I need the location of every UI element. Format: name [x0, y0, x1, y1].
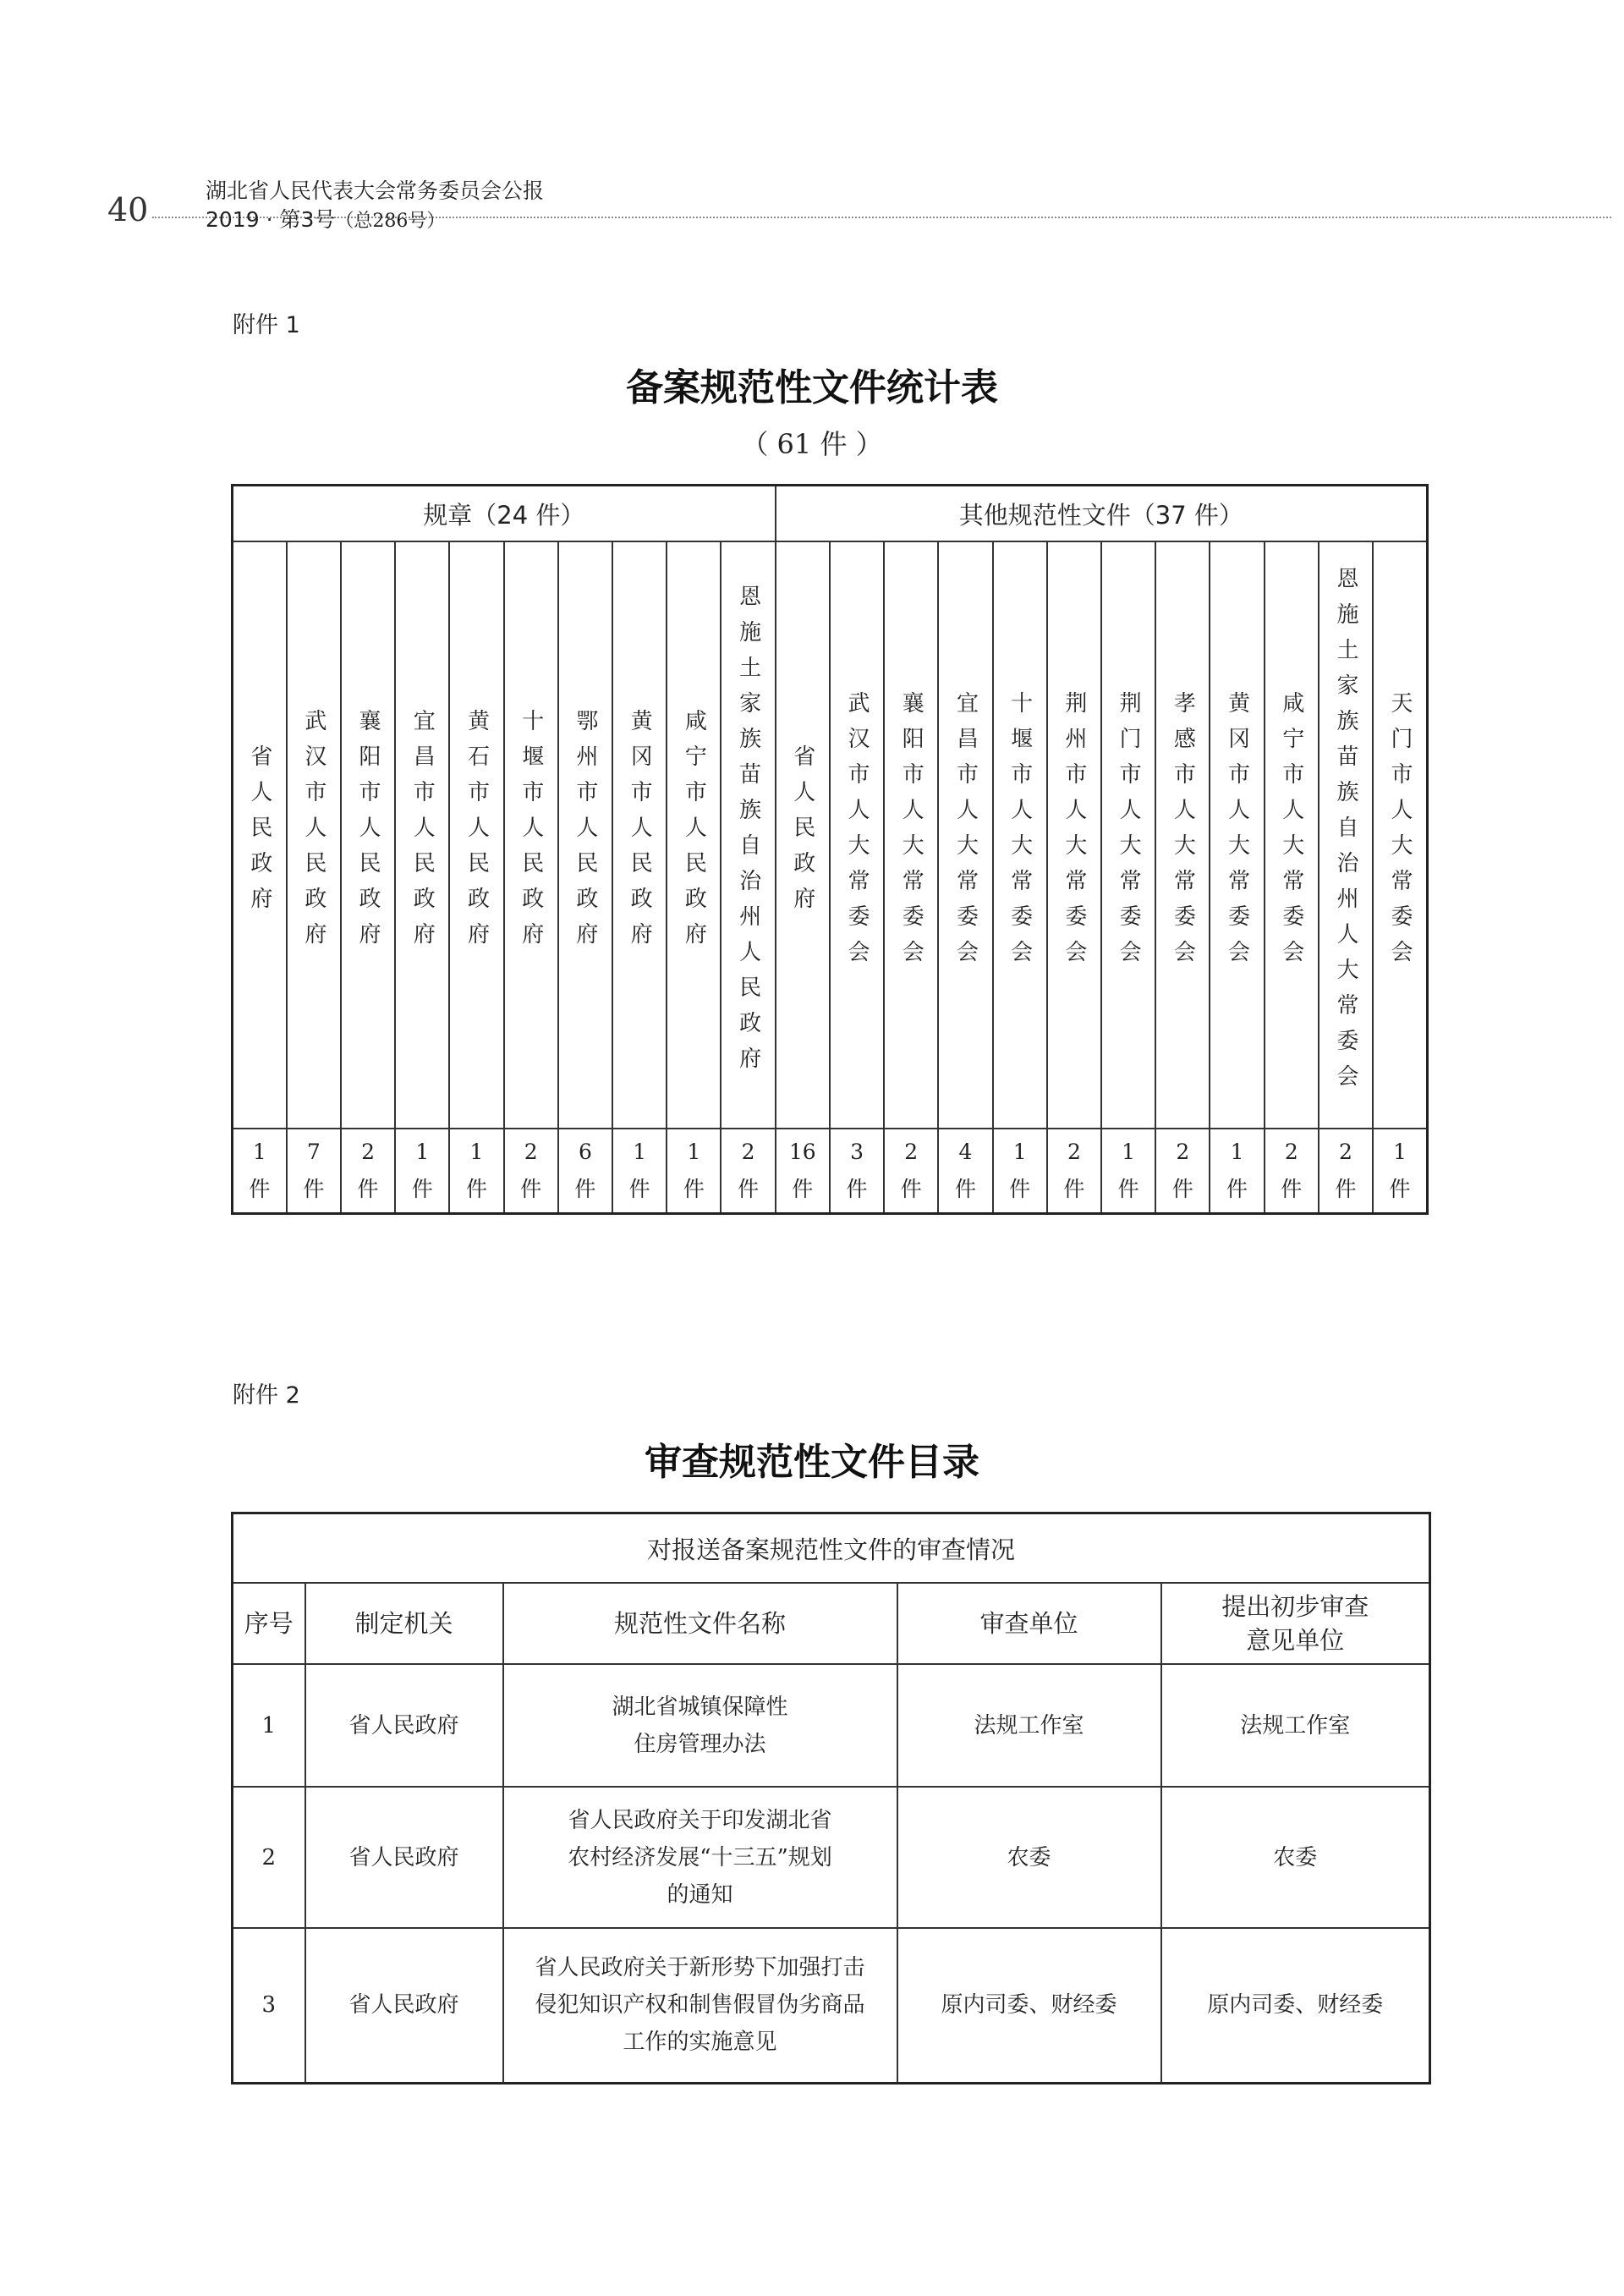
doc-name-line: 侵犯知识产权和制售假冒伪劣商品 — [535, 1992, 865, 2019]
count-cell — [504, 1129, 558, 1214]
org-cell — [1319, 541, 1373, 1129]
count-value: 1 — [252, 1140, 266, 1164]
count-unit: 件 — [1171, 1177, 1193, 1201]
count-value: 1 — [687, 1140, 701, 1164]
org-cell — [884, 541, 938, 1129]
count-unit: 件 — [411, 1177, 433, 1201]
count-cell — [884, 1129, 938, 1214]
org-cell — [341, 541, 395, 1129]
catalog-row — [233, 1928, 1430, 2083]
count-unit: 件 — [683, 1177, 705, 1201]
org-name: 武汉市人民政府 — [300, 709, 326, 958]
row-seq: 1 — [233, 1664, 305, 1787]
doc-name-header: 规范性文件名称 — [503, 1583, 897, 1664]
count-unit: 件 — [738, 1177, 760, 1201]
doc-name-line: 工作的实施意见 — [623, 2030, 777, 2056]
count-value: 1 — [1122, 1140, 1136, 1164]
doc-name-line: 的通知 — [667, 1881, 733, 1908]
count-value: 1 — [633, 1140, 647, 1164]
count-value: 2 — [741, 1140, 755, 1164]
org-cell — [1155, 541, 1210, 1129]
org-cell — [1373, 541, 1427, 1129]
count-value: 7 — [306, 1140, 321, 1164]
catalog-caption: 对报送备案规范性文件的审查情况 — [233, 1513, 1430, 1584]
org-cell — [1210, 541, 1264, 1129]
stats-table-count: （ 61 件 ） — [741, 428, 883, 460]
org-name: 省人民政府 — [246, 744, 272, 922]
row-opinion-unit: 法规工作室 — [1161, 1664, 1430, 1787]
opinion-unit-header-line1: 提出初步审查 — [1221, 1592, 1369, 1621]
org-cell — [993, 541, 1047, 1129]
count-unit: 件 — [1117, 1177, 1139, 1201]
row-doc-name — [503, 1787, 897, 1928]
count-cell — [993, 1129, 1047, 1214]
count-value: 1 — [1393, 1140, 1407, 1164]
stats-org-row — [233, 541, 1428, 1129]
count-value: 16 — [788, 1140, 816, 1164]
row-review-unit: 法规工作室 — [897, 1664, 1161, 1787]
org-cell — [233, 541, 287, 1129]
org-name: 省人民政府 — [789, 744, 815, 922]
count-unit: 件 — [303, 1177, 325, 1201]
org-cell — [667, 541, 721, 1129]
org-name: 襄阳市人大常委会 — [898, 691, 924, 975]
stats-group-row — [233, 486, 1428, 542]
org-name: 宜昌市人大常委会 — [952, 691, 979, 975]
regulations-group-header: 规章（24 件） — [233, 486, 776, 542]
org-name: 黄冈市人民政府 — [627, 709, 653, 958]
org-name: 黄石市人民政府 — [464, 709, 490, 958]
org-cell — [938, 541, 992, 1129]
count-cell — [558, 1129, 612, 1214]
opinion-unit-header-line2: 意见单位 — [1246, 1626, 1345, 1655]
org-cell — [558, 541, 612, 1129]
org-cell — [721, 541, 775, 1129]
count-unit: 件 — [900, 1177, 922, 1201]
count-unit: 件 — [628, 1177, 650, 1201]
count-cell — [830, 1129, 884, 1214]
count-unit: 件 — [1063, 1177, 1085, 1201]
org-name: 孝感市人大常委会 — [1170, 691, 1196, 975]
org-name: 天门市人大常委会 — [1387, 691, 1413, 975]
org-cell — [1265, 541, 1319, 1129]
doc-name-line: 住房管理办法 — [634, 1731, 766, 1757]
count-value: 2 — [904, 1140, 919, 1164]
count-value: 6 — [578, 1140, 592, 1164]
issue-number: 2019 · 第3号 — [206, 207, 336, 232]
row-opinion-unit: 农委 — [1161, 1787, 1430, 1928]
count-value: 2 — [1339, 1140, 1352, 1164]
org-name: 恩施土家族苗族自治州人大常委会 — [1332, 567, 1358, 1100]
count-value: 4 — [958, 1140, 973, 1164]
count-unit: 件 — [954, 1177, 976, 1201]
count-cell — [1047, 1129, 1101, 1214]
count-value: 1 — [469, 1140, 484, 1164]
count-cell — [449, 1129, 503, 1214]
page-number: 40 — [107, 191, 149, 228]
count-value: 2 — [1067, 1140, 1081, 1164]
count-cell — [1101, 1129, 1155, 1214]
count-cell — [776, 1129, 830, 1214]
count-value: 2 — [361, 1140, 375, 1164]
count-cell — [1319, 1129, 1373, 1214]
catalog-header-row — [233, 1583, 1430, 1664]
org-cell — [1047, 541, 1101, 1129]
agency-header: 制定机关 — [305, 1583, 503, 1664]
count-value: 1 — [1012, 1140, 1027, 1164]
catalog-row — [233, 1664, 1430, 1787]
org-name: 恩施土家族苗族自治州人民政府 — [735, 585, 761, 1082]
count-cell — [667, 1129, 721, 1214]
row-doc-name — [503, 1664, 897, 1787]
count-unit: 件 — [520, 1177, 542, 1201]
count-unit: 件 — [846, 1177, 868, 1201]
count-value: 2 — [524, 1140, 538, 1164]
other-docs-group-header: 其他规范性文件（37 件） — [776, 486, 1428, 542]
count-cell — [1373, 1129, 1427, 1214]
org-cell — [287, 541, 341, 1129]
count-unit: 件 — [1389, 1177, 1411, 1201]
row-agency: 省人民政府 — [305, 1928, 503, 2083]
count-cell — [233, 1129, 287, 1214]
org-name: 宜昌市人民政府 — [409, 709, 436, 958]
count-value: 2 — [1176, 1140, 1190, 1164]
org-cell — [395, 541, 449, 1129]
org-name: 鄂州市人民政府 — [572, 709, 598, 958]
count-unit: 件 — [1009, 1177, 1031, 1201]
count-unit: 件 — [1335, 1177, 1357, 1201]
count-cell — [1155, 1129, 1210, 1214]
row-review-unit: 原内司委、财经委 — [897, 1928, 1161, 2083]
opinion-unit-header — [1161, 1583, 1430, 1664]
catalog-row — [233, 1787, 1430, 1928]
org-cell — [776, 541, 830, 1129]
catalog-caption-row — [233, 1513, 1430, 1584]
stats-count-row — [233, 1129, 1428, 1214]
org-name: 十堰市人民政府 — [518, 709, 544, 958]
doc-name-line: 省人民政府关于印发湖北省 — [568, 1807, 832, 1833]
count-cell — [721, 1129, 775, 1214]
count-cell — [1210, 1129, 1264, 1214]
org-name: 荆门市人大常委会 — [1116, 691, 1142, 975]
issue-line — [206, 203, 445, 233]
org-name: 荆州市人大常委会 — [1061, 691, 1087, 975]
org-cell — [504, 541, 558, 1129]
count-unit: 件 — [574, 1177, 596, 1201]
doc-name-line: 农村经济发展“十三五”规划 — [568, 1844, 832, 1870]
org-name: 黄冈市人大常委会 — [1224, 691, 1250, 975]
seq-header: 序号 — [233, 1583, 305, 1664]
org-cell — [612, 541, 667, 1129]
catalog-table — [231, 1512, 1431, 2085]
org-cell — [449, 541, 503, 1129]
row-doc-name — [503, 1928, 897, 2083]
org-name: 襄阳市人民政府 — [355, 709, 381, 958]
row-agency: 省人民政府 — [305, 1787, 503, 1928]
org-cell — [1101, 541, 1155, 1129]
review-unit-header: 审查单位 — [897, 1583, 1161, 1664]
row-seq: 3 — [233, 1928, 305, 2083]
count-cell — [612, 1129, 667, 1214]
count-cell — [395, 1129, 449, 1214]
org-name: 十堰市人大常委会 — [1007, 691, 1033, 975]
doc-name-line: 湖北省城镇保障性 — [612, 1694, 788, 1720]
count-unit: 件 — [1226, 1177, 1248, 1201]
row-agency: 省人民政府 — [305, 1664, 503, 1787]
count-value: 1 — [415, 1140, 430, 1164]
row-seq: 2 — [233, 1787, 305, 1928]
row-review-unit: 农委 — [897, 1787, 1161, 1928]
attachment-2-label: 附件 2 — [233, 1382, 300, 1409]
count-value: 1 — [1230, 1140, 1244, 1164]
stats-table — [231, 484, 1429, 1215]
count-value: 3 — [850, 1140, 864, 1164]
count-cell — [341, 1129, 395, 1214]
count-unit: 件 — [357, 1177, 379, 1201]
count-cell — [1265, 1129, 1319, 1214]
row-opinion-unit: 原内司委、财经委 — [1161, 1928, 1430, 2083]
doc-name-line: 省人民政府关于新形势下加强打击 — [535, 1955, 865, 1981]
count-unit: 件 — [249, 1177, 271, 1201]
count-unit: 件 — [1281, 1177, 1303, 1201]
catalog-table-title: 审查规范性文件目录 — [645, 1441, 979, 1484]
count-unit: 件 — [792, 1177, 814, 1201]
count-cell — [938, 1129, 992, 1214]
count-value: 2 — [1284, 1140, 1298, 1164]
count-cell — [287, 1129, 341, 1214]
org-name: 咸宁市人民政府 — [681, 709, 707, 958]
org-name: 咸宁市人大常委会 — [1278, 691, 1304, 975]
issue-total: （总286号） — [335, 211, 446, 232]
org-cell — [830, 541, 884, 1129]
catalog-body — [233, 1664, 1430, 2083]
stats-table-title: 备案规范性文件统计表 — [626, 366, 998, 409]
journal-title: 湖北省人民代表大会常务委员会公报 — [206, 179, 545, 203]
attachment-1-label: 附件 1 — [233, 312, 300, 338]
count-unit: 件 — [465, 1177, 487, 1201]
org-name: 武汉市人大常委会 — [844, 691, 870, 975]
